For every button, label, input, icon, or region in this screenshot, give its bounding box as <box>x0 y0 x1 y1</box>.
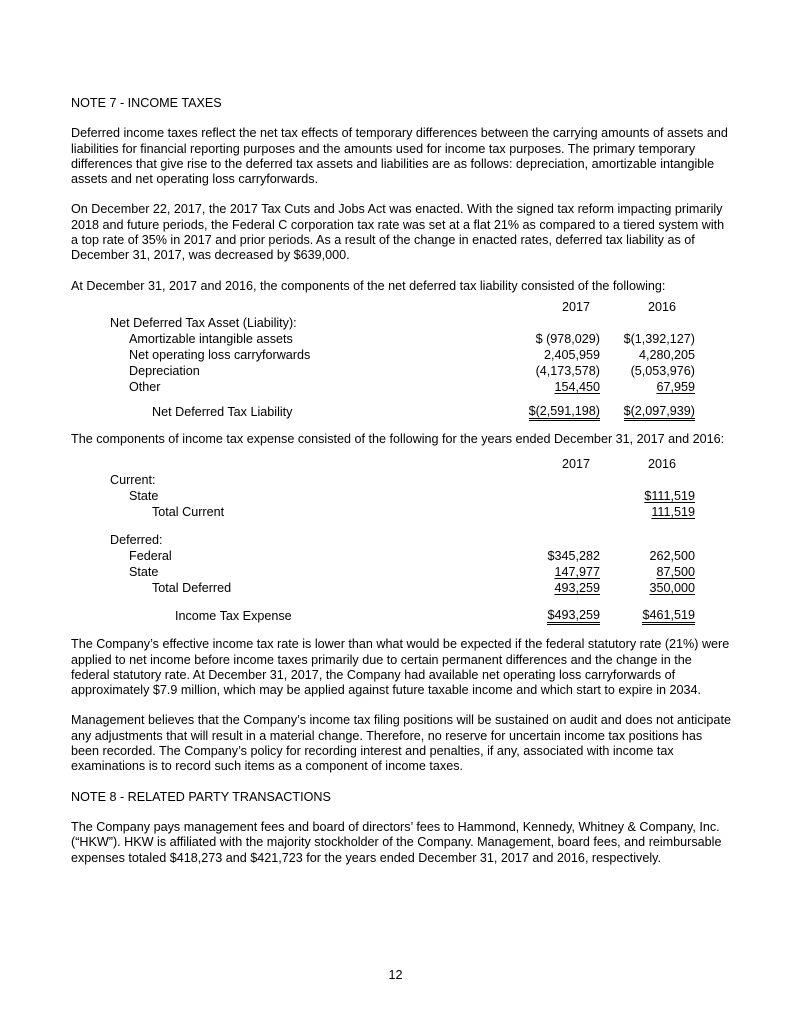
table-header-row <box>71 300 731 316</box>
value-2016: 350,000 <box>649 581 695 596</box>
value-2016: $(2,097,939) <box>624 405 695 421</box>
table-header-row <box>71 457 731 473</box>
row-label: Other <box>129 379 161 394</box>
value-2016: 262,500 <box>649 549 695 564</box>
table-total-row <box>71 609 731 625</box>
column-header-2016: 2016 <box>647 457 676 472</box>
row-label: Net Deferred Tax Liability <box>152 404 293 419</box>
note7-para-table1-intro: At December 31, 2017 and 2016, the components of the net deferred tax liability consisted of the following: <box>71 278 666 293</box>
row-label: Net operating loss carryforwards <box>129 347 311 362</box>
value-2016: 111,519 <box>651 505 695 520</box>
note7-para-tax-reform: On December 22, 2017, the 2017 Tax Cuts and Jobs Act was enacted. With the signed tax reform impacting primarily 2018 and future periods, the Federal C corporation tax rate was set at a flat 21% as compared to a tiered system with a top rate of 35% in 2017 and prior periods. As a result of the change in enacted rates, deferred tax liability as of December 31, 2017, was decreased by $639,000. <box>71 202 725 263</box>
value-2016: $461,519 <box>642 609 695 625</box>
note7-para-table2-intro: The components of income tax expense consisted of the following for the years ended December 31, 2017 and 2016: <box>71 431 725 446</box>
column-header-2017: 2017 <box>561 457 590 472</box>
section-label: Net Deferred Tax Asset (Liability): <box>110 315 297 330</box>
table-row <box>71 380 731 396</box>
note7-heading: NOTE 7 - INCOME TAXES <box>71 96 222 110</box>
value-2016: 67,959 <box>656 379 695 394</box>
table-row <box>71 332 731 348</box>
table-subtotal-row <box>71 581 731 597</box>
row-label: State <box>129 565 159 580</box>
document-body <box>71 96 731 881</box>
value-2016: 4,280,205 <box>638 347 695 362</box>
table-row <box>71 549 731 565</box>
table-section-label <box>71 316 731 332</box>
table-row <box>71 489 731 505</box>
note7-para-tax-positions: Management believes that the Company’s income tax filing positions will be sustained on audit and does not anticipate any adjustments that will result in a material change. Therefore, no reserve for uncertain income tax positions has been recorded. The Company’s policy for recording interest and penalties, if any, associated with income tax examinations is to record such items as a component of income taxes. <box>71 713 731 774</box>
table-total-row <box>71 405 731 421</box>
deferred-tax-table <box>71 300 731 421</box>
row-label: Total Deferred <box>152 581 232 596</box>
row-label: Depreciation <box>129 363 200 378</box>
value-2017: $ (978,029) <box>535 331 600 346</box>
table-row <box>71 348 731 364</box>
value-2017: $493,259 <box>547 609 600 625</box>
section-label: Current: <box>110 473 156 488</box>
row-label: State <box>129 489 159 504</box>
note7-para-deferred-taxes: Deferred income taxes reflect the net tax effects of temporary differences between the carrying amounts of assets and liabilities for financial reporting purposes and the amounts used for income tax purposes. The primary temporary differences that give rise to the deferred tax assets and liabilities are as follows: depreciation, amortizable intangible assets and net operating loss carryforwards. <box>71 126 728 187</box>
page-number: 12 <box>388 968 403 982</box>
value-2016: 87,500 <box>656 565 695 580</box>
row-label: Amortizable intangible assets <box>129 331 293 346</box>
value-2017: $345,282 <box>547 549 600 564</box>
income-tax-expense-table <box>71 457 731 625</box>
value-2016: (5,053,976) <box>630 363 695 378</box>
value-2016: $111,519 <box>644 489 695 504</box>
table-subtotal-row <box>71 505 731 521</box>
section-label: Deferred: <box>110 533 163 548</box>
note8-para-related-party: The Company pays management fees and board of directors’ fees to Hammond, Kennedy, Whitney & Company, Inc. (“HKW”). HKW is affiliated with the majority stockholder of the Company. Management, board fees, and reimbursable expenses totaled $418,273 and $421,723 for the years ended December 31, 2017 and 2016, respectively. <box>71 819 722 865</box>
note7-para-effective-rate: The Company’s effective income tax rate is lower than what would be expected if the federal statutory rate (21%) were applied to net income before income taxes primarily due to certain permanent differences and the change in the federal statutory rate. At December 31, 2017, the Company had available net operating loss carryforwards of approximately $7.9 million, which may be applied against future taxable income and which start to expire in 2034. <box>71 637 730 698</box>
value-2016: $(1,392,127) <box>623 331 695 346</box>
row-label: Federal <box>129 549 172 564</box>
table-section-label <box>71 533 731 549</box>
column-header-2016: 2016 <box>647 299 676 314</box>
value-2017: 147,977 <box>554 565 600 580</box>
value-2017: $(2,591,198) <box>529 405 600 421</box>
value-2017: 2,405,959 <box>543 347 600 362</box>
table-row <box>71 565 731 581</box>
note8-heading: NOTE 8 - RELATED PARTY TRANSACTIONS <box>71 789 331 804</box>
value-2017: 154,450 <box>554 379 600 394</box>
value-2017: (4,173,578) <box>535 363 600 378</box>
row-label: Income Tax Expense <box>175 609 292 624</box>
table-section-label <box>71 473 731 489</box>
table-row <box>71 364 731 380</box>
value-2017: 493,259 <box>554 581 600 596</box>
column-header-2017: 2017 <box>561 299 590 314</box>
row-label: Total Current <box>152 505 225 520</box>
